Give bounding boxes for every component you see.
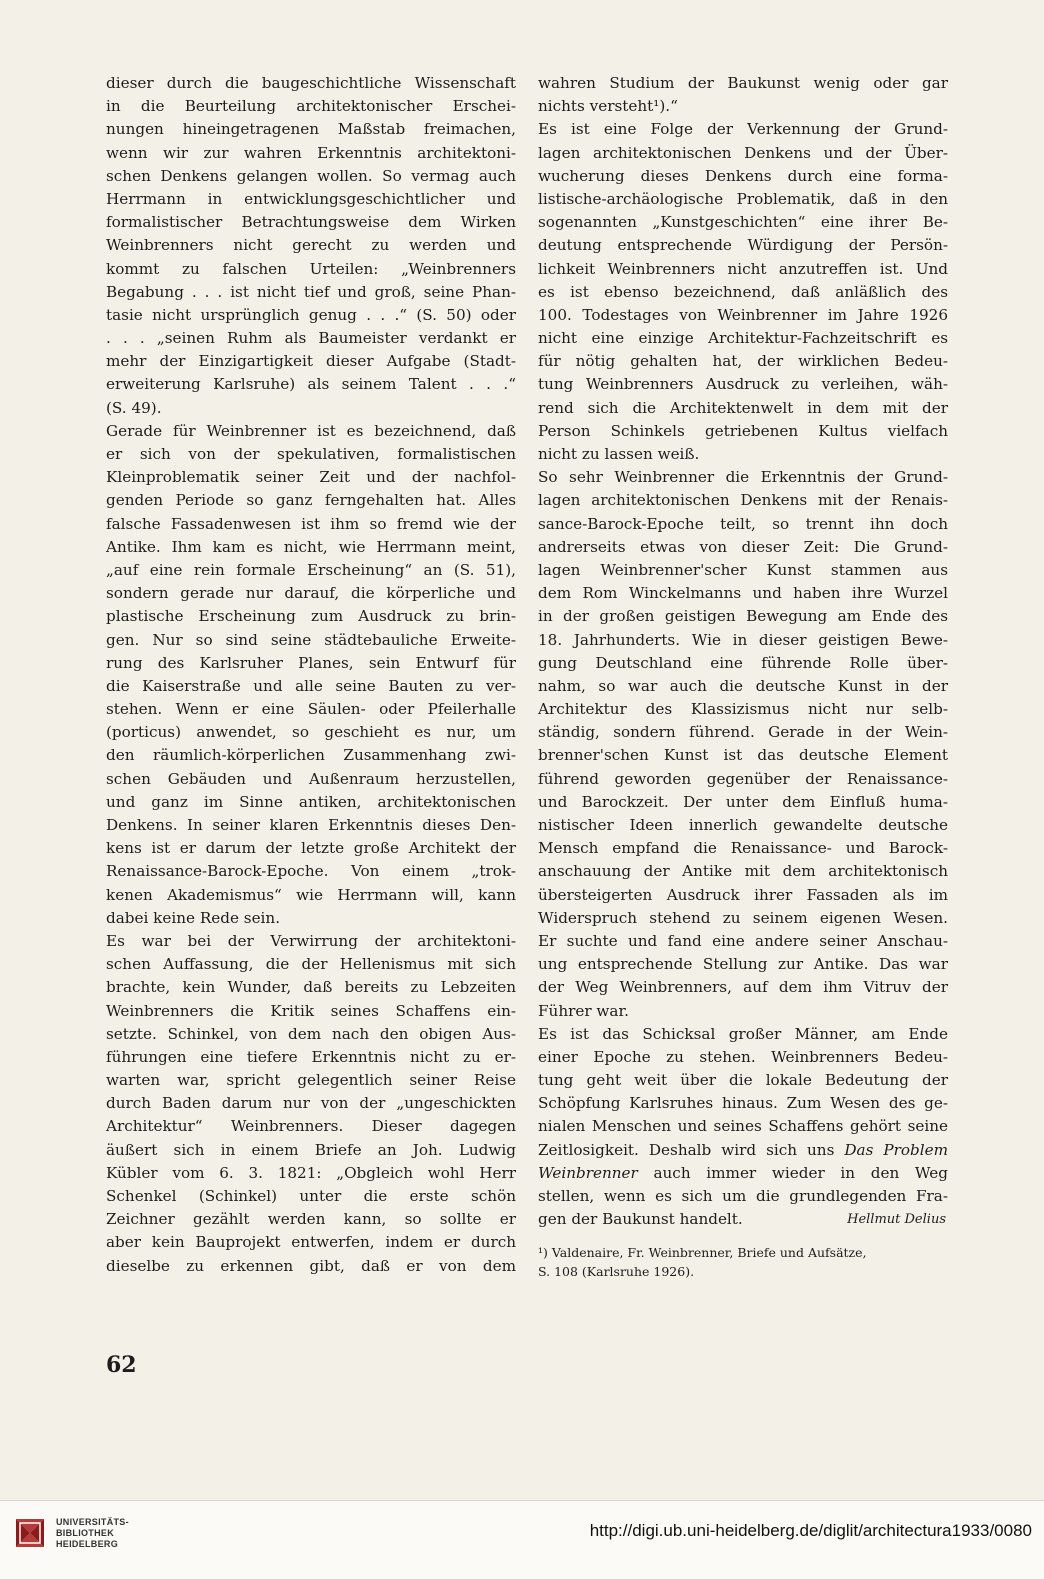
text-line: und ganz im Sinne antiken, architektonischen: [106, 792, 516, 811]
text-line: 100. Todestages von Weinbrenner im Jahre 1926: [538, 305, 948, 324]
text-line: formalistischer Betrachtungsweise dem Wirken: [106, 213, 516, 232]
text-line: den räumlich-körperlichen Zusammenhang zwi-: [106, 746, 516, 765]
text-line: lagen architektonischen Denkens mit der Renais-: [538, 491, 948, 510]
text-line: nicht zu lassen weiß.: [538, 445, 700, 463]
text-line: für nötig gehalten hat, der wirklichen Bedeu-: [538, 352, 948, 371]
text-line: So sehr Weinbrenner die Erkenntnis der Grund-: [538, 468, 948, 487]
text-line: erweiterung Karlsruhe) als seinem Talent . . .“: [106, 375, 516, 394]
text-line: Widerspruch stehend zu seinem eigenen Wesen.: [538, 908, 948, 927]
text-line: ung entsprechende Stellung zur Antike. Das war: [538, 955, 948, 974]
text-line: mehr der Einzigartigkeit dieser Aufgabe (Stadt-: [106, 352, 516, 371]
italic-title: Weinbrenner: [538, 1163, 638, 1182]
right-column-body: [538, 72, 948, 1139]
text-line: wahren Studium der Baukunst wenig oder gar: [538, 74, 948, 92]
text-line: brenner'schen Kunst ist das deutsche Element: [538, 746, 948, 765]
text-line: rung des Karlsruher Planes, sein Entwurf für: [106, 653, 516, 672]
text-line: schen Auffassung, die der Hellenismus mit sich: [106, 955, 516, 974]
text-line: nialen Menschen und seines Schaffens gehört seine: [538, 1117, 948, 1136]
text-line: tasie nicht ursprünglich genug . . .“ (S. 50) oder: [106, 305, 516, 324]
text-line: Führer war.: [538, 1001, 629, 1020]
italic-title: Das Problem: [844, 1140, 948, 1159]
text-line: Es ist eine Folge der Verkennung der Grund-: [538, 120, 948, 139]
text-line: nistischer Ideen innerlich gewandelte deutsche: [538, 816, 948, 834]
text-line: brachte, kein Wunder, daß bereits zu Lebzeiten: [106, 978, 516, 997]
text-span: gen der Baukunst handelt.: [538, 1210, 743, 1229]
text-line: Er suchte und fand eine andere seiner Anschau-: [538, 931, 948, 950]
text-line: setzte. Schinkel, von dem nach den obigen Aus-: [106, 1024, 516, 1043]
text-line: er sich von der spekulativen, formalistischen: [106, 445, 516, 463]
text-line: es ist ebenso bezeichnend, daß anläßlich des: [538, 282, 948, 301]
text-line: dem Rom Winckelmanns und haben ihre Wurzel: [538, 584, 948, 603]
text-line: gung Deutschland eine führende Rolle über-: [538, 653, 948, 672]
text-line: plastische Erscheinung zum Ausdruck zu brin-: [106, 607, 516, 626]
text-line: genden Periode so ganz ferngehalten hat. Alles: [106, 491, 516, 510]
library-name-line: BIBLIOTHEK: [56, 1528, 114, 1538]
text-line: nahm, so war auch die deutsche Kunst in der: [538, 676, 948, 695]
text-line: aber kein Bauprojekt entwerfen, indem er durch: [106, 1233, 516, 1252]
text-line: dieselbe zu erkennen gibt, daß er von dem: [106, 1256, 516, 1275]
text-line: Antike. Ihm kam es nicht, wie Herrmann meint,: [106, 537, 516, 556]
text-line: Schöpfung Karlsruhes hinaus. Zum Wesen des ge-: [538, 1094, 948, 1113]
text-line: Kübler vom 6. 3. 1821: „Obgleich wohl Herr: [106, 1163, 516, 1182]
text-span: Zeitlosigkeit. Deshalb wird sich uns: [538, 1140, 845, 1159]
text-line: kenen Akademismus“ wie Herrmann will, kann: [106, 885, 516, 904]
text-line: Denkens. In seiner klaren Erkenntnis dieses Den-: [106, 816, 516, 834]
text-line: tung Weinbrenners Ausdruck zu verleihen, wäh-: [538, 375, 948, 394]
text-line: führend geworden gegenüber der Renaissance-: [538, 769, 948, 788]
text-line: nichts versteht¹).“: [538, 97, 678, 116]
footnote: [538, 1243, 948, 1281]
text-line: Weinbrenners die Kritik seines Schaffens ein-: [106, 1001, 516, 1020]
text-line: Kleinproblematik seiner Zeit und der nachfol-: [106, 468, 516, 487]
text-line: dabei keine Rede sein.: [106, 908, 281, 927]
text-line: „auf eine rein formale Erscheinung“ an (S. 51),: [106, 560, 516, 579]
text-line: anschauung der Antike mit dem architektonisch: [538, 862, 948, 881]
text-line: Es ist das Schicksal großer Männer, am Ende: [538, 1024, 948, 1043]
text-line: sance-Barock-Epoche teilt, so trennt ihn doch: [538, 514, 948, 533]
text-line: lichkeit Weinbrenners nicht anzutreffen ist. Und: [538, 259, 948, 278]
text-line: sondern gerade nur darauf, die körperliche und: [106, 584, 516, 603]
left-column: [106, 72, 516, 1278]
text-line: tung geht weit über die lokale Bedeutung der: [538, 1071, 948, 1090]
library-name-line: HEIDELBERG: [56, 1539, 119, 1549]
text-line: Mensch empfand die Renaissance- und Barock-: [538, 839, 948, 858]
text-line: in die Beurteilung architektonischer Erschei-: [106, 97, 516, 116]
source-url-link[interactable]: http://digi.ub.uni-heidelberg.de/diglit/architectura1933/0080: [589, 1521, 1032, 1540]
text-line: (S. 49).: [106, 398, 162, 417]
text-line: lagen Weinbrenner'scher Kunst stammen aus: [538, 560, 948, 579]
text-line: (porticus) anwendet, so geschieht es nur, um: [106, 723, 516, 742]
page-number: 62: [106, 1352, 137, 1378]
library-logo-icon: [12, 1515, 48, 1551]
library-name: [56, 1517, 129, 1550]
text-line: . . . „seinen Ruhm als Baumeister verdankt er: [106, 329, 516, 348]
text-line: nungen hineingetragenen Maßstab freimachen,: [106, 120, 516, 139]
text-line: kens ist er darum der letzte große Architekt der: [106, 839, 516, 858]
text-line: Begabung . . . ist nicht tief und groß, seine Phan-: [106, 282, 516, 301]
text-line: [538, 1162, 948, 1185]
text-line: falsche Fassadenwesen ist ihm so fremd wie der: [106, 514, 516, 533]
text-line: Herrmann in entwicklungsgeschichtlicher und: [106, 189, 516, 208]
text-line: Renaissance-Barock-Epoche. Von einem „trok-: [106, 862, 516, 881]
text-line: sogenannten „Kunstgeschichten“ eine ihrer Be-: [538, 213, 948, 232]
text-line: Schenkel (Schinkel) unter die erste schön: [106, 1187, 516, 1205]
text-line: rend sich die Architektenwelt in dem mit der: [538, 398, 948, 417]
text-line: gen. Nur so sind seine städtebauliche Erweite-: [106, 630, 516, 649]
text-line: schen Denkens gelangen wollen. So vermag auch: [106, 166, 516, 185]
text-line: stehen. Wenn er eine Säulen- oder Pfeilerhalle: [106, 700, 516, 719]
text-line: 18. Jahrhunderts. Wie in dieser geistigen Bewe-: [538, 630, 948, 649]
author-signature: Hellmut Delius: [847, 1212, 946, 1228]
text-line: führungen eine tiefere Erkenntnis nicht zu er-: [106, 1047, 516, 1066]
text-line: einer Epoche zu stehen. Weinbrenners Bedeu-: [538, 1047, 948, 1066]
text-line: übersteigerten Ausdruck ihrer Fassaden als im: [538, 885, 948, 904]
text-line: schen Gebäuden und Außenraum herzustellen,: [106, 769, 516, 788]
text-line: Person Schinkels getriebenen Kultus vielfach: [538, 421, 948, 440]
text-line: lagen architektonischen Denkens und der Über-: [538, 143, 948, 162]
library-name-line: UNIVERSITÄTS-: [56, 1517, 129, 1527]
text-line: der Weg Weinbrenners, auf dem ihm Vitruv der: [538, 978, 948, 997]
text-line: Weinbrenners nicht gerecht zu werden und: [106, 236, 516, 255]
text-line: Architektur des Klassizismus nicht nur selb-: [538, 700, 948, 719]
footnote-line: ¹) Valdenaire, Fr. Weinbrenner, Briefe und Aufsätze,: [538, 1245, 867, 1261]
text-line: listische-archäologische Problematik, daß in den: [538, 189, 948, 208]
text-line: in der großen geistigen Bewegung am Ende des: [538, 607, 948, 626]
text-line: Zeichner gezählt werden kann, so sollte er: [106, 1210, 516, 1229]
text-line: kommt zu falschen Urteilen: „Weinbrenners: [106, 259, 516, 278]
text-line: ständig, sondern führend. Gerade in der Wein-: [538, 723, 948, 742]
text-line: Gerade für Weinbrenner ist es bezeichnend, daß: [106, 421, 516, 440]
text-line: stellen, wenn es sich um die grundlegenden Fra-: [538, 1187, 948, 1205]
text-line: Architektur“ Weinbrenners. Dieser dagegen: [106, 1117, 516, 1136]
text-line: dieser durch die baugeschichtliche Wissenschaft: [106, 74, 516, 92]
text-span: auch immer wieder in den Weg: [637, 1163, 948, 1182]
text-line: wucherung dieses Denkens durch eine forma-: [538, 166, 948, 185]
text-line: äußert sich in einem Briefe an Joh. Ludwig: [106, 1140, 516, 1159]
text-line: andrerseits etwas von dieser Zeit: Die Grund-: [538, 537, 948, 556]
text-line: wenn wir zur wahren Erkenntnis architektoni-: [106, 143, 516, 162]
right-column: [538, 72, 948, 1281]
footer-bar: [0, 1500, 1044, 1579]
text-line: die Kaiserstraße und alle seine Bauten zu ver-: [106, 676, 516, 695]
text-line: deutung entsprechende Würdigung der Persön-: [538, 236, 948, 255]
text-line: warten war, spricht gelegentlich seiner Reise: [106, 1071, 516, 1090]
text-line: [538, 1208, 948, 1231]
text-line: Es war bei der Verwirrung der architektoni-: [106, 931, 516, 950]
text-line: und Barockzeit. Der unter dem Einfluß huma-: [538, 792, 948, 811]
footnote-line: S. 108 (Karlsruhe 1926).: [538, 1264, 695, 1280]
text-line: [538, 1139, 948, 1162]
text-line: nicht eine einzige Architektur-Fachzeitschrift es: [538, 329, 948, 348]
text-line: durch Baden darum nur von der „ungeschickten: [106, 1094, 516, 1113]
